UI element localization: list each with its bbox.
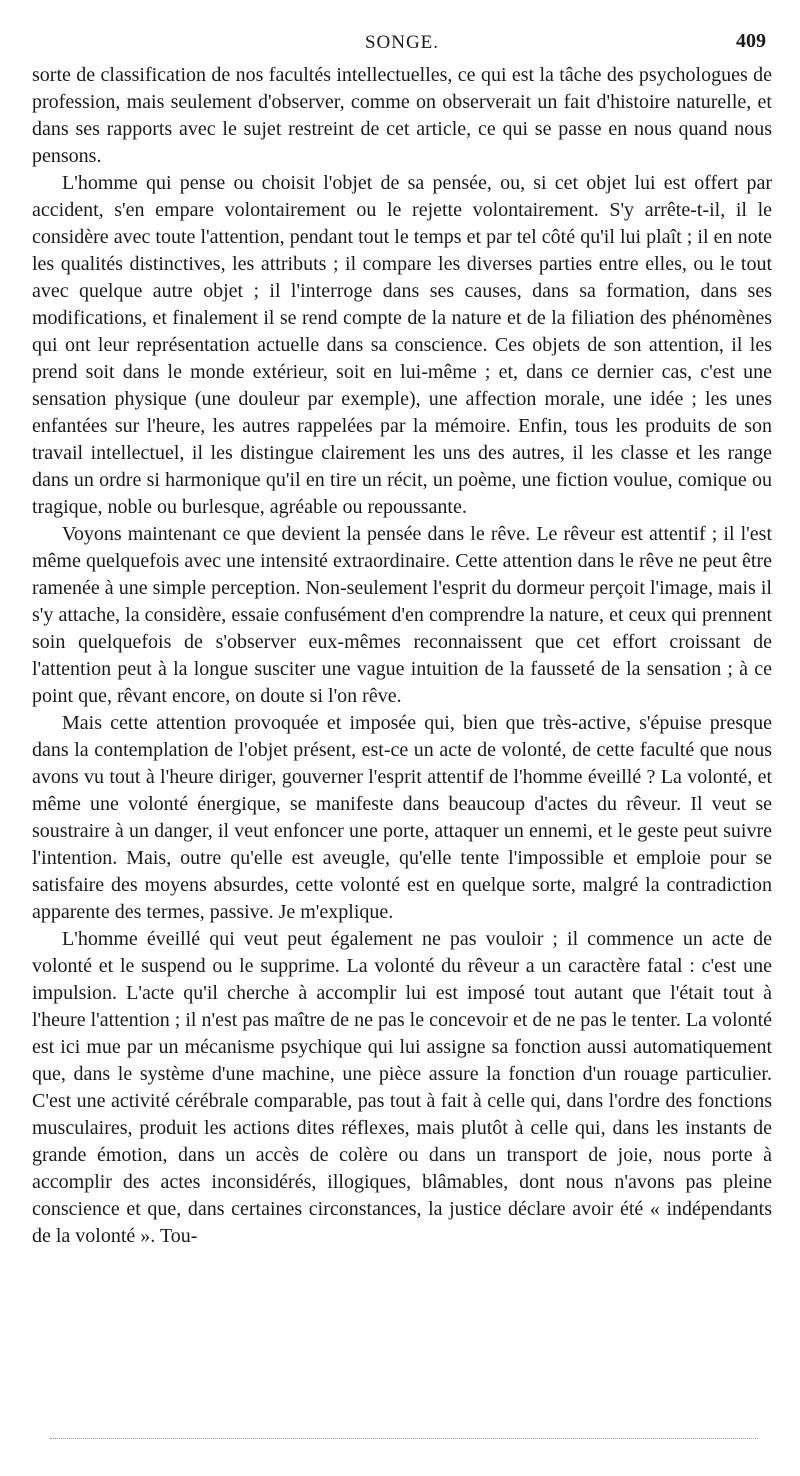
book-page [32, 22, 772, 1250]
page-number: 409 [736, 30, 766, 52]
paragraph: L'homme qui pense ou choisit l'objet de sa pensée, ou, si cet objet lui est offert par accident, s'en empare volontairement ou le rejette volontairement. S'y arrête-t-il, il le considère avec toute l'attention, pendant tout le temps et par tel côté qu'il lui plaît ; il en note les qualités distinctives, les attributs ; il compare les diverses parties entre elles, ou le tout avec quelque autre objet ; il l'interroge dans ses causes, dans sa formation, dans ses modifications, et finalement il se rend compte de la nature et de la filiation des phénomènes qui ont leur représentation actuelle dans sa conscience. Ces objets de son attention, il les prend soit dans le monde extérieur, soit en lui-même ; et, dans ce dernier cas, c'est une sensation physique (une douleur par exemple), une affection morale, une idée ; les unes enfantées sur l'heure, les autres rappelées par la mémoire. Enfin, tous les produits de son travail intellectuel, il les distingue clairement les uns des autres, il les classe et les range dans un ordre si harmonique qu'il en tire un récit, un poème, une fiction voulue, comique ou tragique, noble ou burlesque, agréable ou repoussante. [32, 172, 772, 518]
running-title: SONGE. [364, 32, 440, 53]
paragraph-continued: sorte de classification de nos facultés intellectuelles, ce qui est la tâche des psychologues de profession, mais seulement d'observer, comme on observerait un fait d'histoire naturelle, et dans ses rapports avec le sujet restreint de cet article, ce qui se passe en nous quand nous pensons. [32, 64, 772, 167]
paragraph: Voyons maintenant ce que devient la pensée dans le rêve. Le rêveur est attentif ; il l'est même quelquefois avec une intensité extraordinaire. Cette attention dans le rêve ne peut être ramenée à une simple perception. Non-seulement l'esprit du dormeur perçoit l'image, mais il s'y attache, la considère, essaie confusément d'en comprendre la nature, et ceux qui prennent soin quelquefois de s'observer eux-mêmes reconnaissent que cet effort croissant de l'attention peut à la longue susciter une vague intuition de la fausseté de la sensation ; à ce point que, rêvant encore, on doute si l'on rêve. [32, 523, 772, 707]
body-text [32, 62, 772, 1250]
running-head [32, 22, 772, 62]
paragraph: L'homme éveillé qui veut peut également ne pas vouloir ; il commence un acte de volonté et le suspend ou le supprime. La volonté du rêveur a un caractère fatal : c'est une impulsion. L'acte qu'il cherche à accomplir lui est imposé tout autant que l'était tout à l'heure l'attention ; il n'est pas maître de ne pas le concevoir et de ne pas le tenter. La volonté est ici mue par un mécanisme psychique qui lui assigne sa fonction aussi automatiquement que, dans le système d'une machine, une pièce assure la fonction d'un rouage particulier. C'est une activité cérébrale comparable, pas tout à fait à celle qui, dans l'ordre des fonctions musculaires, produit les actions dites réflexes, mais plutôt à celle qui, dans les instants de grande émotion, dans un accès de colère ou dans un transport de joie, nous porte à accomplir des actes inconsidérés, illogiques, blâmables, dont nous n'avons pas pleine conscience et que, dans certaines circonstances, la justice déclare avoir été « indépendants de la volonté ». Tou- [32, 928, 772, 1247]
bottom-rule [50, 1438, 758, 1439]
paragraph: Mais cette attention provoquée et imposée qui, bien que très-active, s'épuise presque dans la contemplation de l'objet présent, est-ce un acte de volonté, de cette faculté que nous avons vu tout à l'heure diriger, gouverner l'esprit attentif de l'homme éveillé ? La volonté, et même une volonté énergique, se manifeste dans beaucoup d'actes du rêveur. Il veut se soustraire à un danger, il veut enfoncer une porte, attaquer un ennemi, et le geste peut suivre l'intention. Mais, outre qu'elle est aveugle, qu'elle tente l'impossible et emploie pour se satisfaire des moyens absurdes, cette volonté est en quelque sorte, malgré la contradiction apparente des termes, passive. Je m'explique. [32, 712, 772, 923]
